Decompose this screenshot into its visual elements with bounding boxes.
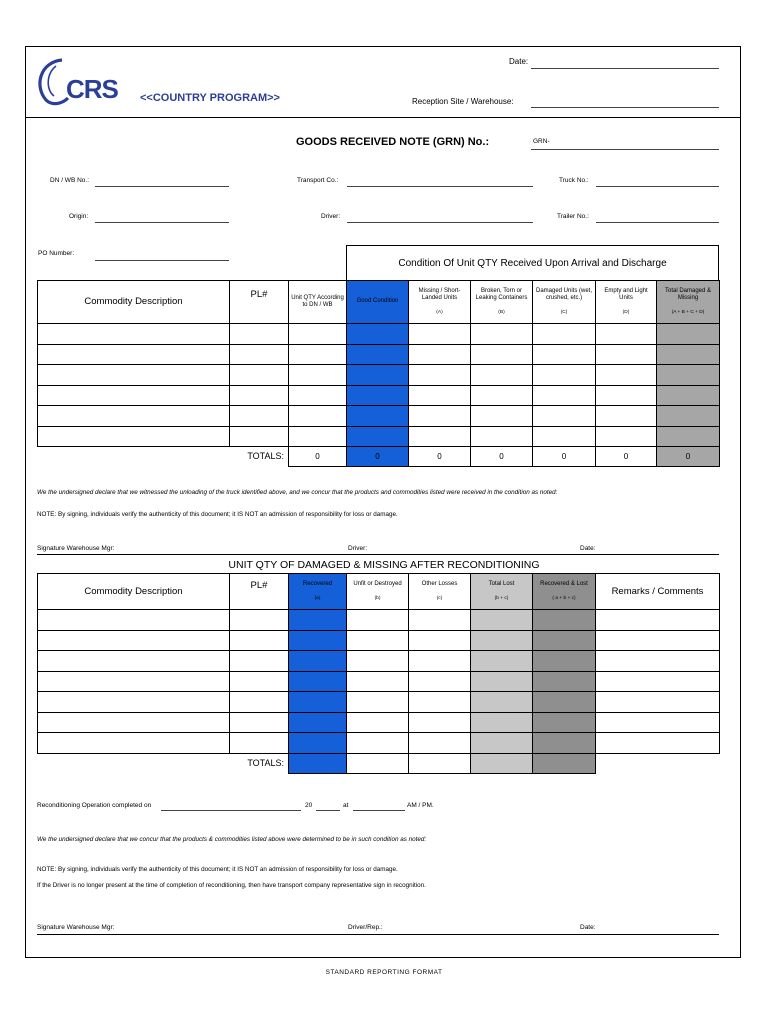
table-cell[interactable] <box>347 426 409 447</box>
truck-field[interactable] <box>596 186 719 187</box>
table-cell[interactable] <box>347 324 409 345</box>
table-cell[interactable] <box>409 733 471 754</box>
table-cell[interactable] <box>409 344 471 365</box>
total-unit-qty: 0 <box>289 447 347 467</box>
table-cell[interactable] <box>347 692 409 713</box>
table-cell[interactable] <box>471 385 533 406</box>
table-cell[interactable] <box>533 733 596 754</box>
table-cell[interactable] <box>471 692 533 713</box>
total-good: 0 <box>347 447 409 467</box>
reconditioning-table <box>37 573 720 774</box>
total-missing: 0 <box>409 447 471 467</box>
recond-at-label: at <box>343 802 349 809</box>
total-broken: 0 <box>471 447 533 467</box>
table-cell[interactable] <box>289 610 347 631</box>
table-cell[interactable] <box>289 733 347 754</box>
table-cell[interactable] <box>230 406 289 427</box>
table-cell[interactable] <box>657 385 720 406</box>
table-cell[interactable] <box>471 712 533 733</box>
header-divider <box>25 117 741 118</box>
sig2-line[interactable] <box>37 934 719 935</box>
table-cell[interactable] <box>230 692 289 713</box>
sig2-warehouse-label: Signature Warehouse Mgr: <box>37 924 115 931</box>
th2-recovered: Recovered (a) <box>289 574 347 610</box>
sig1-warehouse-label: Signature Warehouse Mgr: <box>37 545 115 552</box>
table-cell[interactable] <box>289 344 347 365</box>
table-cell[interactable] <box>230 651 289 672</box>
table-cell[interactable] <box>596 344 657 365</box>
table-cell[interactable] <box>596 406 657 427</box>
table-cell[interactable] <box>38 712 230 733</box>
recond-ampm: AM / PM. <box>407 802 434 809</box>
sig1-driver-label: Driver: <box>348 545 368 552</box>
table-cell[interactable] <box>230 365 289 386</box>
table-cell[interactable] <box>38 385 230 406</box>
dn-field[interactable] <box>95 186 229 187</box>
reception-label: Reception Site / Warehouse: <box>412 97 514 106</box>
th-unit-qty: Unit QTY According to DN / WB <box>289 281 347 324</box>
declaration-2: We the undersigned declare that we concur that the products & commodities listed above were determined to be in such condition as noted: <box>37 836 427 843</box>
table-row <box>38 610 720 631</box>
table-cell[interactable] <box>657 365 720 386</box>
table-cell[interactable] <box>347 733 409 754</box>
table-cell[interactable] <box>347 671 409 692</box>
table-row <box>38 692 720 713</box>
form-frame <box>25 46 741 958</box>
grn-number-field[interactable] <box>531 149 719 150</box>
table-cell[interactable] <box>38 406 230 427</box>
table-cell[interactable] <box>289 671 347 692</box>
table-cell[interactable] <box>533 385 596 406</box>
total2-unfit[interactable] <box>347 753 409 773</box>
table-cell[interactable] <box>230 385 289 406</box>
sig1-date-label: Date: <box>580 545 596 552</box>
table-cell[interactable] <box>657 406 720 427</box>
table-cell[interactable] <box>289 630 347 651</box>
country-program: <<COUNTRY PROGRAM>> <box>140 92 280 104</box>
table-cell[interactable] <box>596 692 720 713</box>
recond-year-field[interactable] <box>316 810 340 811</box>
table-cell[interactable] <box>347 365 409 386</box>
table-cell[interactable] <box>533 324 596 345</box>
table-cell[interactable] <box>657 426 720 447</box>
th2-unfit: Unfit or Destroyed (b) <box>347 574 409 610</box>
table-cell[interactable] <box>409 651 471 672</box>
table-cell[interactable] <box>596 610 720 631</box>
table-cell[interactable] <box>596 733 720 754</box>
table-cell[interactable] <box>289 692 347 713</box>
table-cell[interactable] <box>409 385 471 406</box>
trailer-label: Trailer No.: <box>557 213 589 220</box>
th-missing: Missing / Short-Landed Units (A) <box>409 281 471 324</box>
table-cell[interactable] <box>409 671 471 692</box>
driver-label: Driver: <box>321 213 341 220</box>
table-cell[interactable] <box>38 692 230 713</box>
condition-title: Condition Of Unit QTY Received Upon Arrival and Discharge <box>346 245 719 280</box>
total2-other[interactable] <box>409 753 471 773</box>
total2-total-lost[interactable] <box>471 753 533 773</box>
table-cell[interactable] <box>289 324 347 345</box>
table-cell[interactable] <box>596 651 720 672</box>
table-row <box>38 365 720 386</box>
table-cell[interactable] <box>409 365 471 386</box>
table-cell[interactable] <box>596 385 657 406</box>
table-cell[interactable] <box>289 385 347 406</box>
table-row <box>38 426 720 447</box>
table-cell[interactable] <box>533 344 596 365</box>
table-cell[interactable] <box>347 344 409 365</box>
note-1: NOTE: By signing, individuals verify the authenticity of this document; it IS NOT an admission of responsibility for loss or damage. <box>37 511 398 518</box>
th-pl: PL# <box>230 281 289 324</box>
table-cell[interactable] <box>347 406 409 427</box>
table-row <box>38 671 720 692</box>
recond-time-field[interactable] <box>353 810 405 811</box>
total2-recovered[interactable] <box>289 753 347 773</box>
table-row <box>38 630 720 651</box>
totals-label: TOTALS: <box>247 451 284 462</box>
table-cell[interactable] <box>533 712 596 733</box>
table-cell[interactable] <box>657 344 720 365</box>
table-cell[interactable] <box>409 692 471 713</box>
declaration-1: We the undersigned declare that we witnessed the unloading of the truck identified above, and we concur that the products and commodities listed were received in the condition as noted: <box>37 489 558 496</box>
table-cell[interactable] <box>596 426 657 447</box>
truck-label: Truck No.: <box>559 177 589 184</box>
th-broken: Broken, Torn or Leaking Containers (B) <box>471 281 533 324</box>
table-cell[interactable] <box>230 324 289 345</box>
transport-label: Transport Co.: <box>297 177 339 184</box>
table-cell[interactable] <box>533 610 596 631</box>
table-cell[interactable] <box>409 426 471 447</box>
table-cell[interactable] <box>596 365 657 386</box>
table-cell[interactable] <box>533 426 596 447</box>
table-cell[interactable] <box>230 610 289 631</box>
logo-text: CRS <box>66 74 118 104</box>
table-cell[interactable] <box>409 630 471 651</box>
po-field[interactable] <box>95 260 229 261</box>
po-label: PO Number: <box>38 250 75 257</box>
table-cell[interactable] <box>409 712 471 733</box>
table-cell[interactable] <box>596 671 720 692</box>
date-field[interactable] <box>531 68 719 69</box>
table-cell[interactable] <box>347 610 409 631</box>
total-empty: 0 <box>596 447 657 467</box>
total-damaged: 0 <box>533 447 596 467</box>
th2-pl: PL# <box>230 574 289 610</box>
table-cell[interactable] <box>471 651 533 672</box>
origin-label: Origin: <box>69 213 89 220</box>
table-cell[interactable] <box>471 365 533 386</box>
reception-field[interactable] <box>531 107 719 108</box>
note-2: NOTE: By signing, individuals verify the authenticity of this document; it IS NOT an admission of responsibility for loss or damage. <box>37 866 398 873</box>
table-row <box>38 324 720 345</box>
table-cell[interactable] <box>471 344 533 365</box>
table-row <box>38 733 720 754</box>
total-total: 0 <box>657 447 720 467</box>
th-good-condition: Good Condition <box>347 281 409 324</box>
table-cell[interactable] <box>38 610 230 631</box>
table-cell[interactable] <box>471 610 533 631</box>
table-cell[interactable] <box>533 692 596 713</box>
table-cell[interactable] <box>289 406 347 427</box>
grn-title: GOODS RECEIVED NOTE (GRN) No.: <box>296 136 490 148</box>
table-cell[interactable] <box>657 324 720 345</box>
table-cell[interactable] <box>38 344 230 365</box>
driver-field[interactable] <box>347 222 533 223</box>
table-cell[interactable] <box>38 630 230 651</box>
dn-label: DN / WB No.: <box>50 177 90 184</box>
total2-rec-lost[interactable] <box>533 753 596 773</box>
table-row <box>38 385 720 406</box>
origin-field[interactable] <box>95 222 229 223</box>
table-cell[interactable] <box>230 344 289 365</box>
th-damaged: Damaged Units (wet, crushed, etc.) (C) <box>533 281 596 324</box>
table-cell[interactable] <box>289 426 347 447</box>
table-cell[interactable] <box>409 406 471 427</box>
table-cell[interactable] <box>471 324 533 345</box>
recond-date-field[interactable] <box>161 810 301 811</box>
table-cell[interactable] <box>471 733 533 754</box>
table-cell[interactable] <box>38 365 230 386</box>
recond-year-label: 20 <box>305 802 313 809</box>
table-cell[interactable] <box>596 630 720 651</box>
total2-blank <box>596 753 720 773</box>
table-cell[interactable] <box>289 712 347 733</box>
sig1-line[interactable] <box>37 554 719 555</box>
table-cell[interactable] <box>38 651 230 672</box>
table-cell[interactable] <box>596 712 720 733</box>
th2-commodity: Commodity Description <box>38 574 230 610</box>
sig2-driver-label: Driver/Rep.: <box>348 924 383 931</box>
th-commodity: Commodity Description <box>38 281 230 324</box>
table-cell[interactable] <box>38 426 230 447</box>
table-cell[interactable] <box>533 651 596 672</box>
table-cell[interactable] <box>533 630 596 651</box>
table-cell[interactable] <box>230 712 289 733</box>
th2-other: Other Losses (c) <box>409 574 471 610</box>
totals2-label: TOTALS: <box>247 757 284 768</box>
th-empty: Empty and Light Units (D) <box>596 281 657 324</box>
table-cell[interactable] <box>471 406 533 427</box>
table-cell[interactable] <box>230 426 289 447</box>
table-cell[interactable] <box>38 671 230 692</box>
table-row <box>38 344 720 365</box>
table-cell[interactable] <box>347 651 409 672</box>
table-cell[interactable] <box>230 671 289 692</box>
th2-recovered-lost: Recovered & Lost ( a + b + c) <box>533 574 596 610</box>
date-label: Date: <box>509 57 529 66</box>
table-cell[interactable] <box>533 671 596 692</box>
th2-total-lost: Total Lost (b + c) <box>471 574 533 610</box>
table-cell[interactable] <box>38 733 230 754</box>
table-cell[interactable] <box>409 610 471 631</box>
transport-field[interactable] <box>347 186 533 187</box>
grn-prefix: GRN- <box>533 138 550 145</box>
table-row <box>38 712 720 733</box>
received-table <box>37 280 720 467</box>
table-cell[interactable] <box>347 630 409 651</box>
table-cell[interactable] <box>289 365 347 386</box>
section2-title: UNIT QTY OF DAMAGED & MISSING AFTER RECONDITIONING <box>228 559 540 571</box>
table-cell[interactable] <box>471 426 533 447</box>
table-cell[interactable] <box>230 733 289 754</box>
table-cell[interactable] <box>289 651 347 672</box>
trailer-field[interactable] <box>596 222 719 223</box>
table-cell[interactable] <box>533 406 596 427</box>
table-cell[interactable] <box>409 324 471 345</box>
recond-label: Reconditioning Operation completed on <box>37 802 152 809</box>
table-row <box>38 651 720 672</box>
footer: STANDARD REPORTING FORMAT <box>325 969 443 976</box>
note-3: If the Driver is no longer present at the time of completion of reconditioning, then have transport company representative sign in recognition. <box>37 882 426 889</box>
sig2-date-label: Date: <box>580 924 596 931</box>
table-cell[interactable] <box>230 630 289 651</box>
table-cell[interactable] <box>596 324 657 345</box>
table-cell[interactable] <box>533 365 596 386</box>
table-cell[interactable] <box>471 630 533 651</box>
th2-remarks: Remarks / Comments <box>596 574 720 610</box>
table-cell[interactable] <box>347 712 409 733</box>
th-total-damaged: Total Damaged & Missing (A + B + C + D) <box>657 281 720 324</box>
table-cell[interactable] <box>471 671 533 692</box>
table-cell[interactable] <box>347 385 409 406</box>
table-cell[interactable] <box>38 324 230 345</box>
table-row <box>38 406 720 427</box>
